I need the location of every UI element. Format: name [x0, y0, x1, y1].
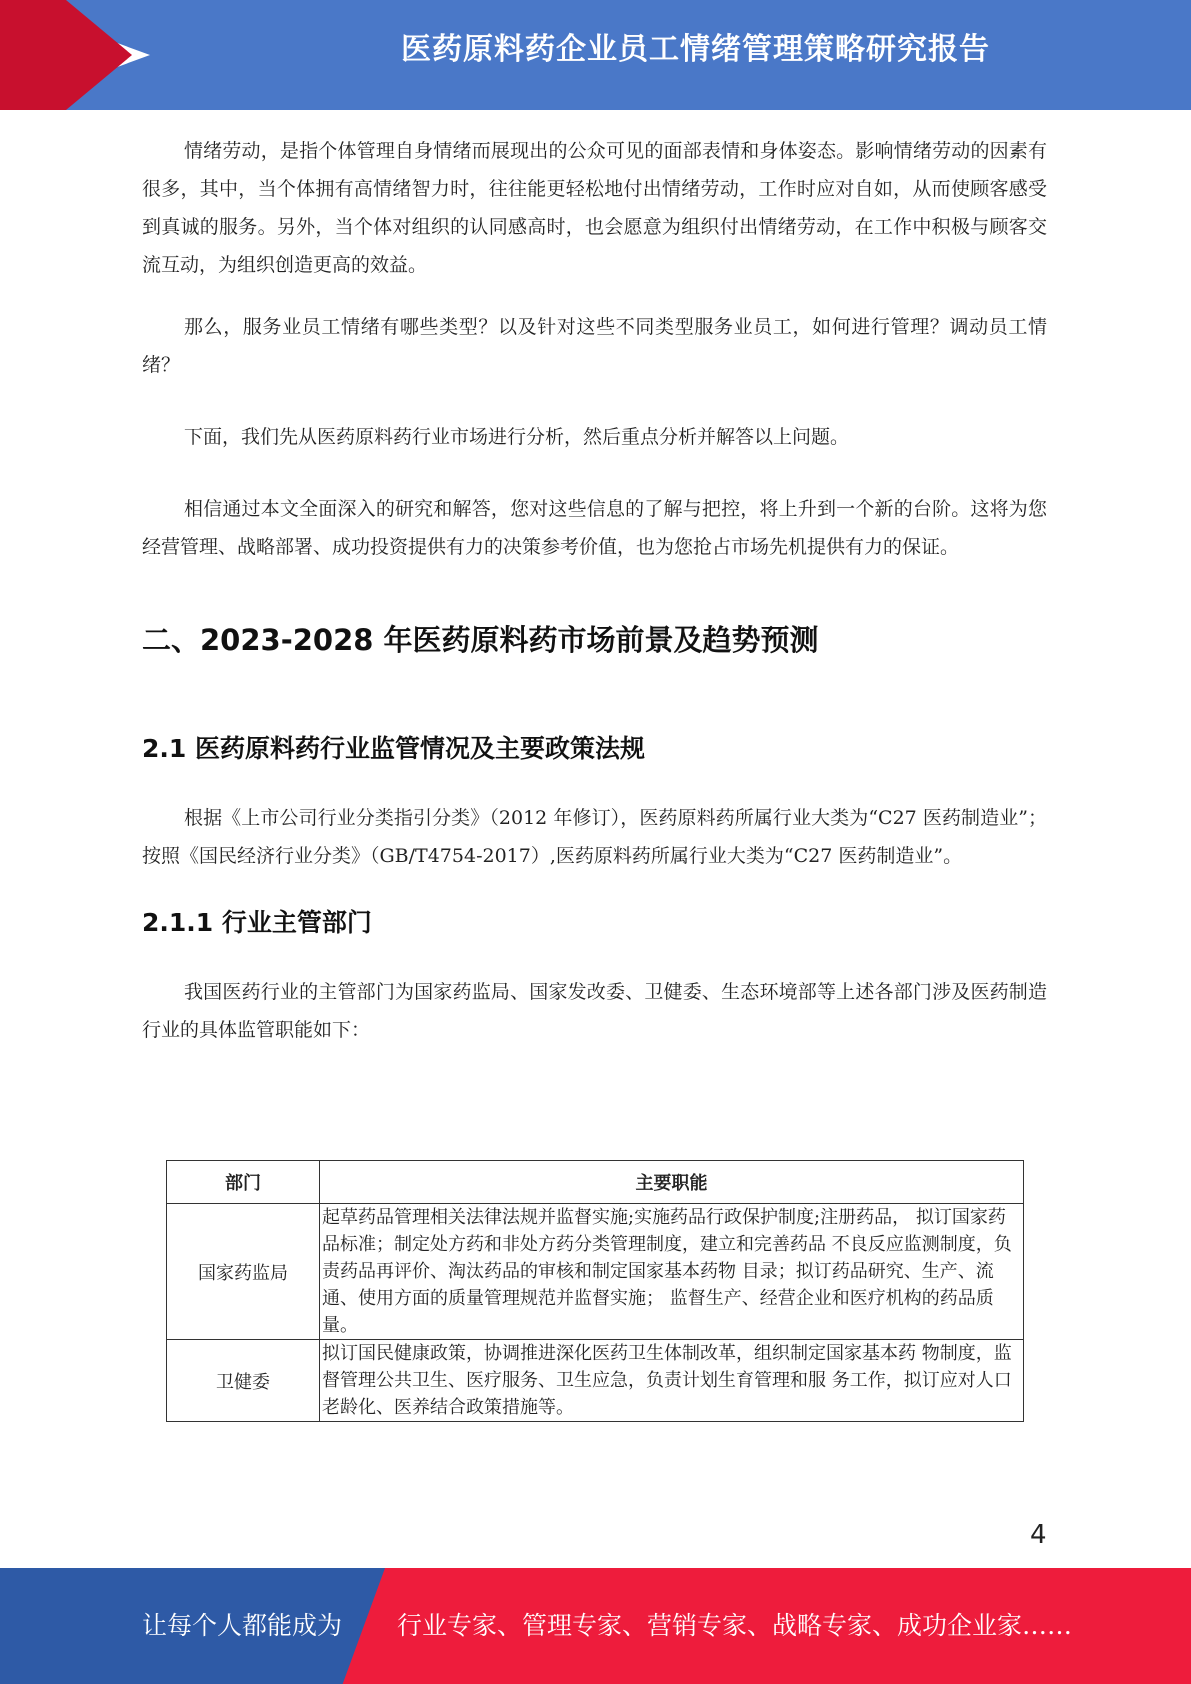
table-header-row [167, 1161, 1024, 1204]
footer-slogan-left: 让每个人都能成为 [142, 1611, 343, 1640]
header-red-arrow [66, 0, 132, 110]
regulatory-table [166, 1160, 1024, 1422]
main-content [142, 132, 1047, 1049]
paragraph-intro: 下面，我们先从医药原料药行业市场进行分析，然后重点分析并解答以上问题。 [184, 426, 850, 448]
section-heading-2-1: 2.1 医药原料药行业监管情况及主要政策法规 [142, 734, 645, 763]
paragraph-question: 那么，服务业员工情绪有哪些类型？以及针对这些不同类型服务业员工，如何进行管理？调动员工情绪？ [142, 316, 1047, 376]
page-number: 4 [1030, 1520, 1047, 1550]
table-cell-dept: 卫健委 [167, 1340, 320, 1422]
paragraph-classification: 根据《上市公司行业分类指引分类》（2012 年修订），医药原料药所属行业大类为“C27 医药制造业”；按照《国民经济行业分类》（GB/T4754-2017）,医药原料药所属行业大类为“C27 医药制造业”。 [142, 807, 1047, 867]
table-cell-func: 起草药品管理相关法律法规并监督实施;实施药品行政保护制度;注册药品， 拟订国家药品标准；制定处方药和非处方药分类管理制度，建立和完善药品 不良反应监测制度，负责药品再评价、淘汰药品的审核和制定国家基本药物 目录；拟订药品研究、生产、流通、使用方面的质量管理规范并监督实施； 监督生产、经营企业和医疗机构的药品质量。 [320, 1204, 1024, 1340]
section-heading-2-1-1: 2.1.1 行业主管部门 [142, 908, 372, 937]
page-header [0, 0, 1191, 110]
table-cell-func: 拟订国民健康政策，协调推进深化医药卫生体制改革，组织制定国家基本药 物制度，监督管理公共卫生、医疗服务、卫生应急，负责计划生育管理和服 务工作，拟订应对人口老龄化、医养结合政策措施等。 [320, 1340, 1024, 1422]
table-header-func: 主要职能 [320, 1161, 1024, 1204]
footer-slogan-right: 行业专家、管理专家、营销专家、战略专家、成功企业家…… [397, 1611, 1073, 1640]
section-heading-2: 二、2023-2028 年医药原料药市场前景及趋势预测 [142, 623, 819, 657]
page-footer [0, 1568, 1191, 1684]
paragraph-value: 相信通过本文全面深入的研究和解答，您对这些信息的了解与把控，将上升到一个新的台阶。这将为您经营管理、战略部署、成功投资提供有力的决策参考价值，也为您抢占市场先机提供有力的保证。 [142, 498, 1047, 558]
table-header-dept: 部门 [167, 1161, 320, 1204]
paragraph-emotional-labor: 情绪劳动，是指个体管理自身情绪而展现出的公众可见的面部表情和身体姿态。影响情绪劳动的因素有很多，其中，当个体拥有高情绪智力时，往往能更轻松地付出情绪劳动，工作时应对自如，从而使顾客感受到真诚的服务。另外，当个体对组织的认同感高时，也会愿意为组织付出情绪劳动，在工作中积极与顾客交流互动，为组织创造更高的效益。 [142, 140, 1047, 276]
table-row [167, 1340, 1024, 1422]
header-red-block [0, 0, 66, 110]
table-continuation-cut [160, 1424, 1040, 1454]
report-title: 医药原料药企业员工情绪管理策略研究报告 [401, 32, 990, 67]
table-cell-dept: 国家药监局 [167, 1204, 320, 1340]
table-row [167, 1204, 1024, 1340]
paragraph-departments: 我国医药行业的主管部门为国家药监局、国家发改委、卫健委、生态环境部等上述各部门涉及医药制造行业的具体监管职能如下： [142, 981, 1047, 1041]
